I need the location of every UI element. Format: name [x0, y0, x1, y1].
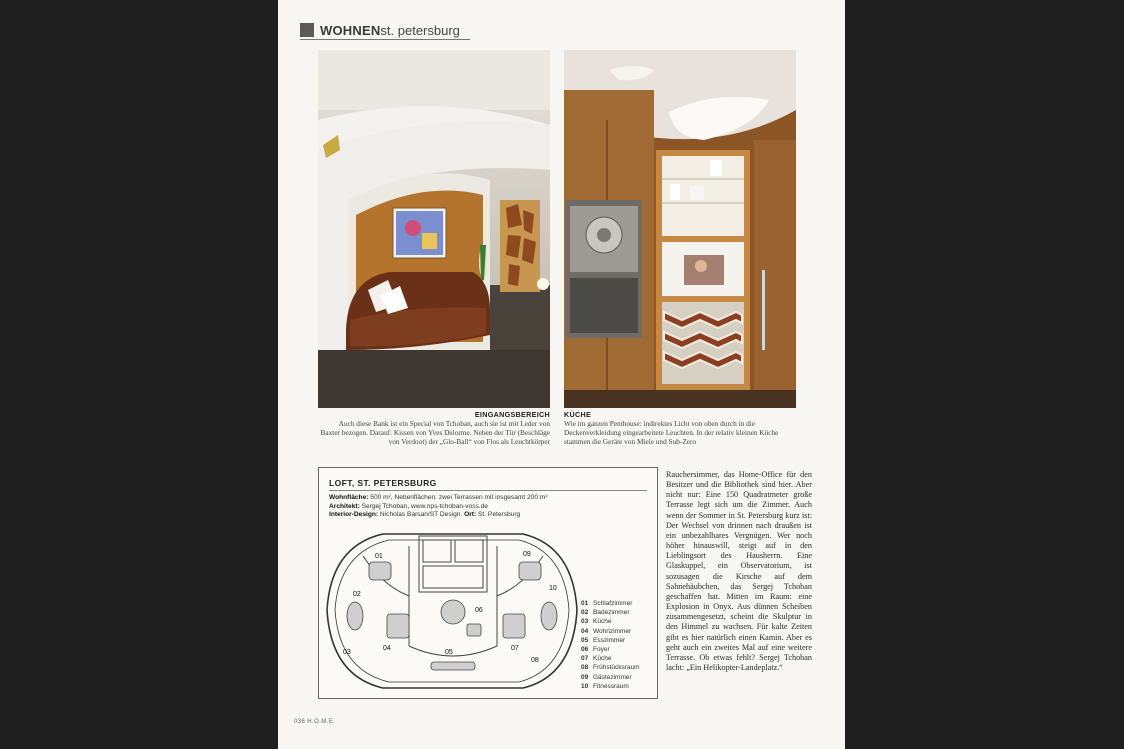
room-number: 06	[475, 607, 483, 614]
legend-item: 09 Gästezimmer	[581, 673, 632, 681]
legend-item: 01 Schlafzimmer	[581, 600, 633, 607]
header-rule	[300, 39, 470, 40]
section-name: WOHNEN	[320, 22, 381, 38]
photo-kitchen	[564, 50, 796, 408]
section-header	[300, 20, 460, 40]
legend-item: 04 Wohnzimmer	[581, 627, 632, 635]
fact-architect: Architekt: Sergej Tchoban, www.nps-tchoban-voss.de	[329, 502, 488, 510]
legend-item: 05 Esszimmer	[581, 636, 626, 644]
floor-plan-rule	[329, 490, 647, 491]
fact-interior-design: Interior-Design: Nicholas Barsan/ST Design. Ort: St. Petersburg	[329, 511, 521, 519]
room-number: 09	[523, 551, 531, 558]
floor-plan-title: LOFT, ST. PETERSBURG	[329, 478, 437, 488]
legend-item: 02 Badezimmer	[581, 609, 630, 617]
floor-plan-legend	[581, 599, 640, 691]
caption-kitchen	[564, 410, 796, 446]
magazine-page	[278, 0, 845, 749]
floor-plan-box	[318, 467, 658, 699]
room-number: 04	[383, 645, 391, 652]
room-number: 02	[353, 591, 361, 598]
legend-item: 07 Küche	[581, 655, 612, 663]
floor-plan-facts	[329, 494, 647, 520]
legend-item: 03 Küche	[581, 618, 612, 626]
room-number: 10	[549, 585, 557, 592]
room-number: 08	[531, 657, 539, 664]
room-number: 05	[445, 649, 453, 656]
legend-item: 08 Frühstücksraum	[581, 664, 640, 672]
page-number: 036	[294, 719, 306, 725]
caption-kitchen-title: KÜCHE	[564, 410, 592, 419]
caption-entrance-title: EINGANGSBEREICH	[474, 410, 550, 419]
article-body-text: Rauchersimmer, das Home-Office für den Besitzer und die Bibliothek sind hier. Aber nicht nur: Eine 150 Quadratmeter große Terrasse legt sich um die Zimmer. Auch wenn der Sommer in St. Petersburg kurz ist: Der Wechsel von drinnen nach draußen ist ein unbezahlbares Vergnügen. Wer noch höher hinauswill, steigt auf in den Lieblingsort des Hausherrn. Eine Glaskuppel, ein Observatorium, ist sozusagen die Kirsche auf dem Sahnehäubchen, das Sergej Tchoban geschaffen hat. Mitten im Raum: eine Explosion in Onyx. Aus dünnen Scheiben zusammengesetzt, scheint die Skulptur in den Himmel zu wachsen. Für kalte Zeiten gibt es hier natürlich einen Kamin. Aber es geht auch ein zweites Mal auf eine weitere Terrasse. Ob etwas fehlt? Sergej Tchoban lacht: „Ein Helikopter-Landeplatz.“	[666, 470, 812, 672]
page-footer	[294, 719, 335, 725]
fact-living-area: Wohnfläche: 500 m², Nebenflächen: zwei Terrassen mit insgesamt 200 m²	[329, 494, 548, 501]
legend-item: 06 Foyer	[581, 646, 610, 654]
photo-entrance	[318, 50, 550, 408]
room-number: 01	[375, 553, 383, 560]
caption-entrance-text: Auch diese Bank ist ein Special von Tchoban, auch sie ist mit Leder von Baxter bezogen. Darauf: Kissen von Yves Delorme. Neben der Tür (Beschläge von Verdoot) der „Glo-Ball“ von Flos als Leuchtkörper	[320, 419, 550, 446]
caption-kitchen-text: Wie im ganzen Penthouse: indirektes Licht von oben durch in die Deckenverkleidung eingearbeitete Leuchten. In der relativ kleinen Küche stammen die Geräte von Miele und Sub-Zero	[564, 419, 779, 446]
room-number: 03	[343, 649, 351, 656]
section-marker	[300, 23, 314, 37]
caption-entrance	[318, 410, 550, 446]
floor-plan-drawing	[323, 526, 581, 694]
section-location: st. petersburg	[380, 22, 460, 38]
magazine-name: H.O.M.E.	[307, 719, 336, 725]
room-number: 07	[511, 645, 519, 652]
legend-item: 10 Fitnessraum	[581, 682, 629, 690]
